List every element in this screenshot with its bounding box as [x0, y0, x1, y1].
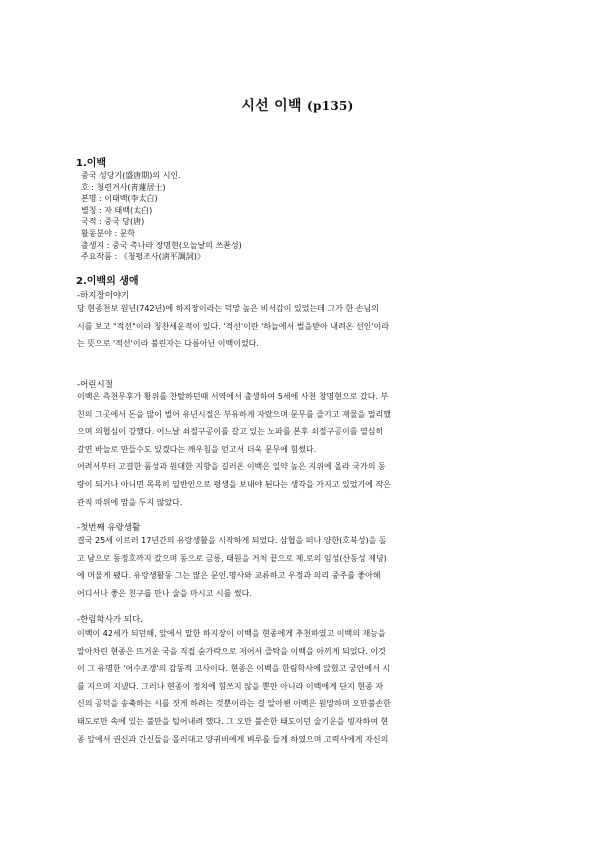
section-heading-2: 2.이백의 생애 — [76, 276, 139, 287]
paragraph-line: 이백은 측천무후가 황위를 찬탈하던때 서역에서 출생하여 5세에 사천 창명현으로 갔다. 부 — [77, 392, 389, 401]
subsection-label: -한림학사가 되다. — [77, 615, 143, 625]
subsection-paragraph — [77, 388, 519, 511]
paragraph-line: 친의 그곳에서 돈을 많이 벌어 유년시절은 부유하게 자랐으며 문무를 즐기고 재물을 멀리했 — [77, 409, 391, 419]
info-line: 호 : 청련거사(靑蓮居士) — [81, 182, 166, 192]
paragraph-line: 으며 의협심이 강했다. 어느날 쇠절구공이를 갈고 있는 노파를 본후 쇠절구공이를 열심히 — [77, 427, 384, 437]
subsection-label: -첫번째 유랑생활 — [77, 523, 141, 533]
paragraph-line: 는 뜻으로 '적선'이라 불린자는 다름아닌 이백이었다. — [77, 339, 259, 349]
subsection-paragraph — [77, 300, 519, 353]
info-line: 출생지 : 중국 촉나라 장명현(오늘날의 쓰촨성) — [81, 240, 242, 250]
profile-info-list — [81, 170, 242, 263]
title-page-ref: (p135) — [307, 99, 354, 113]
title-text: 시선 이백 — [241, 98, 302, 114]
info-line: 별칭 : 자 태백(太白) — [81, 205, 153, 215]
paragraph-line: 시를 보고 "적선"이라 칭찬세운적이 있다. '적선'이란 '하늘에서 벌을받아 내려온 선인'이라 — [77, 321, 390, 331]
subsection-label: -어린시절 — [77, 380, 113, 390]
paragraph-line: 어디서나 좋은 친구를 만나 술을 마시고 시를 썼다. — [77, 588, 252, 598]
paragraph-line: 관직 따위에 맘을 두지 않았다. — [77, 497, 183, 507]
subsection-paragraph — [77, 532, 519, 602]
paragraph-line: 신의 공덕을 송축하는 시를 짓게 하려는 것뿐이라는 걸 알아챈 이백은 원망하며 오만불손한 — [77, 699, 391, 709]
paragraph-line: 어려서부터 고결한 품성과 원대한 지향을 길러온 이백은 일약 높은 지위에 올라 국가의 동 — [77, 462, 386, 472]
info-line: 국적 : 중국 당(唐) — [81, 217, 145, 227]
section-heading-1: 1.이백 — [76, 158, 107, 169]
paragraph-line: 갈면 바늘로 만들수도 있겠다는 깨우침을 얻고서 더욱 문무에 힘썼다. — [77, 444, 317, 454]
paragraph-line: 고 남으로 동정호까지 갔으며 동으로 금릉, 태원을 거처 끝으로 제.로의 임성(산동성 제녕) — [77, 553, 387, 563]
paragraph-line: 알아차린 현종은 뜨거운 국을 직접 숟가락으로 저어서 즐탁을 이백을 아끼게 되었다. 이것 — [77, 646, 386, 656]
info-line: 주요작품 : 《청평조사(淸平調詞)》 — [81, 252, 205, 262]
paragraph-line: 를 지으며 지냈다. 그러나 현종이 정치에 힘쓰지 않을 뿐만 아니라 이백에게 단지 현종 자 — [77, 681, 384, 691]
info-line: 중국 성당기(盛唐期)의 시인. — [81, 171, 181, 180]
subsection-label: -하지장이야기 — [77, 291, 130, 301]
paragraph-line: 종 앞에서 권신과 간신들을 몰러대고 양귀비에게 벼루를 들게 하였으며 고력사에게 자신의 — [77, 734, 389, 744]
info-line: 활동분야 : 문학 — [81, 228, 136, 238]
subsection-paragraph — [77, 625, 519, 748]
paragraph-line: 태도로만 속에 있는 불만을 털어내려 했다. 그 오만 불손한 태도이던 술기운을 빙자하여 현 — [77, 716, 389, 726]
page-title — [0, 95, 595, 115]
paragraph-line: 에 머물게 됐다. 유랑생활동 그는 많은 문인.명사와 교류하고 우정과 의리 중주를 좋아해 — [77, 571, 381, 581]
paragraph-line: 결국 25세 이르러 17년간의 유랑생활을 시작하게 되었다. 삼협을 떠나 양한(호북성)을 돌 — [77, 536, 387, 545]
paragraph-line: 량이 되거나 아니면 목목히 일반인으로 평생을 보내야 된다는 생각을 가지고 있었기에 작은 — [77, 479, 391, 489]
paragraph-line: 이백이 42세가 되던해, 앞에서 말한 하지장이 이백을 현종에게 추천하였고 이백의 재능을 — [77, 629, 386, 638]
paragraph-line: 이 그 유명한 '어수조갱'의 감동적 고사이다. 현종은 이백을 한림학사에 앉혔고 궁안에서 시 — [77, 664, 391, 674]
paragraph-line: 당 현종천보 원년(742년)에 하지장이라는 덕망 높은 비서감이 있었는데 그가 한 손님의 — [77, 304, 379, 313]
info-line: 본명 : 이태백(李太白) — [81, 194, 158, 204]
